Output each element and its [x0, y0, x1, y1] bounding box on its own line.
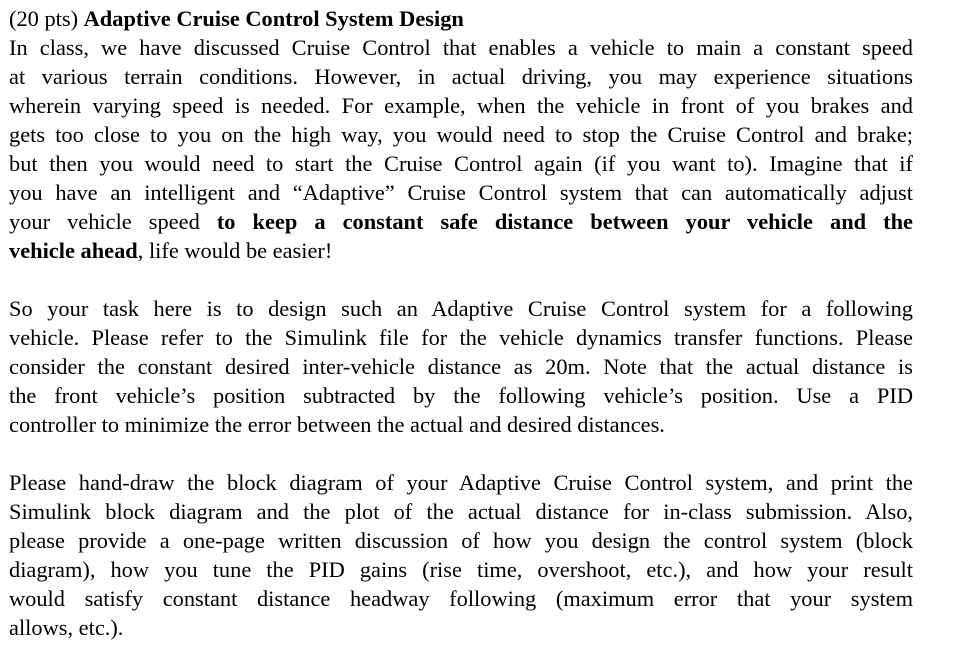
emphasis-text: vehicle ahead	[9, 238, 138, 263]
text-line: wherein varying speed is needed. For example, when the vehicle in front of you brakes and	[9, 93, 913, 118]
text-span: your vehicle speed	[9, 209, 217, 234]
text-line: please provide a one-page written discussion of how you design the control system (block	[9, 528, 913, 553]
text-line: controller to minimize the error between the actual and desired distances.	[9, 412, 665, 437]
text-line: gets too close to you on the high way, you would need to stop the Cruise Control and brake;	[9, 122, 913, 147]
text-line: at various terrain conditions. However, in actual driving, you may experience situations	[9, 64, 913, 89]
text-span: , life would be easier!	[137, 238, 333, 263]
text-line: would satisfy constant distance headway following (maximum error that your system	[9, 586, 913, 611]
question-title: Adaptive Cruise Control System Design	[83, 6, 464, 31]
text-line: Simulink block diagram and the plot of the actual distance for in-class submission. Also,	[9, 499, 913, 524]
text-line: consider the constant desired inter-vehicle distance as 20m. Note that the actual distance is	[9, 354, 913, 379]
points-label: (20 pts)	[9, 6, 79, 31]
text-line: allows, etc.).	[9, 615, 124, 640]
text-line: diagram), how you tune the PID gains (rise time, overshoot, etc.), and how your result	[9, 557, 913, 582]
emphasis-text: to keep a constant safe distance between your vehicle and the	[216, 209, 913, 234]
text-line: the front vehicle’s position subtracted by the following vehicle’s position. Use a PID	[9, 383, 913, 408]
text-line: In class, we have discussed Cruise Control that enables a vehicle to main a constant speed	[9, 35, 913, 60]
text-line	[9, 236, 332, 265]
text-line: you have an intelligent and “Adaptive” Cruise Control system that can automatically adjust	[9, 180, 913, 205]
text-line: vehicle. Please refer to the Simulink file for the vehicle dynamics transfer functions. Please	[9, 325, 913, 350]
text-line	[9, 207, 913, 236]
text-line: but then you would need to start the Cruise Control again (if you want to). Imagine that if	[9, 151, 913, 176]
question-heading	[9, 4, 464, 33]
text-line: So your task here is to design such an Adaptive Cruise Control system for a following	[9, 296, 913, 321]
text-line: Please hand-draw the block diagram of your Adaptive Cruise Control system, and print the	[9, 470, 913, 495]
